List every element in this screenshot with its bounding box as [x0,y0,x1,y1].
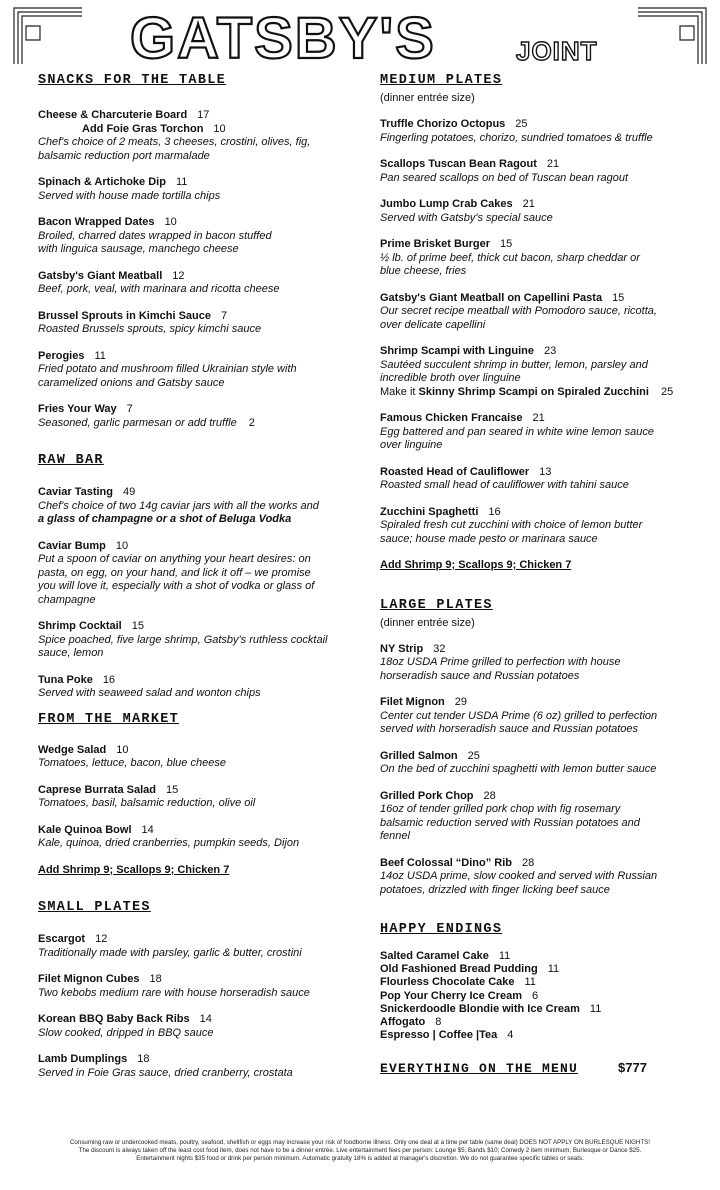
menu-item-name: Beef Colossal “Dino” Rib 28 [380,856,535,869]
menu-item-description: you will love it, especially with a shot of vodka or glass of [38,580,315,592]
menu-item [380,696,698,737]
menu-item-price: 15 [131,620,144,632]
menu-item [380,292,698,333]
menu-item-description: Tomatoes, lettuce, bacon, blue cheese [38,757,226,769]
menu-section-happy [380,921,698,1077]
menu-item-price: 21 [546,158,560,170]
menu-item-addon: Add Foie Gras Torchon 10 [82,122,226,135]
menu-item-description: On the bed of zucchini spaghetti with lemon butter sauce [380,763,657,775]
menu-item-description: Pan seared scallops on bed of Tuscan bean ragout [380,171,629,184]
menu-item-name: Bacon Wrapped Dates 10 [38,216,177,228]
menu-item-description: champagne [38,593,96,606]
menu-item [380,857,698,898]
dessert-item: Espresso | Coffee |Tea 4 [380,1029,514,1042]
section-title: FROM THE MARKET [38,711,180,727]
menu-item [38,674,358,701]
menu-item-price: 49 [123,486,136,498]
menu-footer-disclaimer [34,1139,686,1164]
dessert-price: 11 [547,963,560,976]
menu-item [380,790,698,844]
dessert-item: Snickerdoodle Blondie with Ice Cream 11 [380,1002,602,1015]
menu-item [38,350,358,391]
menu-item [38,784,358,811]
menu-item [380,412,698,453]
menu-item [380,750,698,777]
menu-item-name: NY Strip 32 [380,642,446,655]
menu-item-name: Gatsby's Giant Meatball on Capellini Pasta 15 [380,291,625,304]
menu-section-small [38,899,358,1080]
menu-item-description: Chef's choice of two 14g caviar jars with all the works and [38,499,319,512]
menu-item-description: Our secret recipe meatball with Pomodoro sauce, ricotta, [380,305,657,317]
menu-item-description: Fried potato and mushroom filled Ukrainian style with [38,363,297,375]
menu-item-price: 13 [539,465,552,478]
dessert-item: Flourless Chocolate Cake 11 [380,976,536,989]
menu-item [380,466,698,493]
menu-item-price: 21 [532,412,545,424]
menu-item-price: 7 [221,309,228,322]
menu-section-raw [38,452,358,701]
menu-item [38,744,358,771]
menu-item-description: fennel [380,830,410,842]
menu-item-price: 15 [612,291,625,304]
section-subtitle: (dinner entrée size) [380,92,475,104]
section-subtitle: (dinner entrée size) [380,616,475,629]
menu-item-description: sauce, lemon [38,647,104,659]
menu-item-description: blue cheese, fries [380,265,467,277]
art-deco-corner-right [636,6,708,66]
menu-item [38,824,358,851]
menu-item [38,270,358,297]
menu-item-name: Brussel Sprouts in Kimchi Sauce 7 [38,309,228,322]
menu-item-price: 23 [544,345,557,357]
everything-price: $777 [618,1060,647,1076]
menu-item-description: Served with Gatsby's special sauce [380,211,553,224]
menu-item-description: Put a spoon of caviar on anything your heart desires: on [38,553,311,565]
menu-item-description: Slow cooked, dripped in BBQ sauce [38,1026,214,1039]
menu-item-name: Fries Your Way 7 [38,403,133,415]
menu-item-description: Roasted Brussels sprouts, spicy kimchi sauce [38,323,262,335]
menu-item-name: Filet Mignon 29 [380,696,468,708]
menu-item-description: ½ lb. of prime beef, thick cut bacon, sharp cheddar or [380,251,640,264]
restaurant-logo [130,6,600,71]
section-title: SNACKS FOR THE TABLE [38,73,227,88]
menu-item-name: Roasted Head of Cauliflower 13 [380,465,552,478]
menu-item-description: potatoes, drizzled with finger licking beef sauce [380,883,610,896]
menu-item [38,540,358,608]
menu-item-description: Traditionally made with parsley, garlic & butter, crostini [38,946,302,959]
menu-item-price: 7 [126,403,133,415]
menu-item-name: Grilled Pork Chop 28 [380,789,496,802]
menu-item-name: Famous Chicken Francaise 21 [380,412,545,424]
dessert-price: 11 [589,1002,602,1015]
dessert-price: 8 [435,1016,442,1029]
menu-item-description: Fingerling potatoes, chorizo, sundried tomatoes & truffle [380,131,653,144]
menu-item-description: Served in Foie Gras sauce, dried cranberry, crostata [38,1066,293,1079]
logo-main-text: GATSBY'S [130,6,436,71]
menu-item [38,403,358,430]
menu-item-description: Chef's choice of 2 meats, 3 cheeses, crostini, olives, fig, [38,136,311,148]
everything-label: EVERYTHING ON THE MENU [380,1061,579,1077]
menu-item-name: Korean BBQ Baby Back Ribs 14 [38,1013,212,1025]
menu-item-description: Broiled, charred dates wrapped in bacon stuffed [38,229,272,242]
menu-item [380,198,698,225]
everything-on-menu [380,1060,698,1077]
menu-item-description: caramelized onions and Gatsby sauce [38,376,225,389]
menu-item-price: 25 [467,749,480,762]
menu-item-price: 21 [522,198,535,210]
menu-item-name: Tuna Poke 16 [38,673,116,686]
menu-item [38,216,358,257]
menu-item-name: Spinach & Artichoke Dip 11 [38,176,188,188]
menu-item-price: 18 [149,973,162,985]
menu-item-addon-price: 10 [213,122,226,135]
menu-item-description: 18oz USDA Prime grilled to perfection with house [380,656,621,668]
dessert-item: Affogato 8 [380,1016,442,1029]
menu-item-price: 16 [102,673,116,686]
menu-item-description: with linguica sausage, manchego cheese [38,243,239,255]
menu-section-large [380,597,698,898]
menu-item [38,620,358,661]
menu-item-description: incredible broth over linguine [380,372,521,384]
menu-item [38,176,358,203]
menu-item-description: over delicate capellini [380,318,486,331]
menu-item-name: Gatsby's Giant Meatball 12 [38,269,185,282]
menu-item-highlight: a glass of champagne or a shot of Beluga Vodka [38,513,292,525]
section-title: LARGE PLATES [380,597,493,613]
menu-item-price: 29 [454,696,468,708]
menu-item-price: 14 [141,823,154,836]
menu-item-name: Lamb Dumplings 18 [38,1053,150,1065]
menu-item-price: 10 [115,539,129,552]
menu-section-medium [380,72,698,573]
protein-addon-note: Add Shrimp 9; Scallops 9; Chicken 7 [380,559,572,571]
menu-item-description: Egg battered and pan seared in white wine lemon sauce [380,425,654,438]
section-title: HAPPY ENDINGS [380,922,503,937]
menu-section-snacks [38,72,358,430]
menu-item-name: Cheese & Charcuterie Board 17 [38,109,210,121]
menu-item-name: Shrimp Scampi with Linguine 23 [380,345,557,357]
dessert-price: 11 [498,950,511,962]
menu-item-price: 12 [95,933,108,945]
menu-item-description: Two kebobs medium rare with house horseradish sauce [38,986,310,999]
menu-item [380,506,698,547]
menu-item [380,345,698,399]
menu-item-price: 14 [199,1013,212,1025]
menu-item-price: 11 [175,176,188,188]
menu-item [38,310,358,337]
menu-left-column [38,72,358,1080]
dessert-price: 6 [532,989,539,1002]
menu-item-description: Seasoned, garlic parmesan or add truffle 2 [38,416,255,429]
menu-item-name: Kale Quinoa Bowl 14 [38,823,154,836]
menu-item [38,1013,358,1040]
logo-sub-text: JOINT [516,36,598,66]
menu-item-price: 28 [483,789,496,802]
art-deco-corner-left [12,6,84,66]
menu-item-variant-name: Skinny Shrimp Scampi on Spiraled Zucchini [418,385,649,398]
menu-item-description: Sautéed succulent shrimp in butter, lemon, parsley and [380,358,648,371]
footer-line: The discount is always taken off the least cost food item, does not have to be a dinner entrée. Live entertainment fees per person: Lounge $5; Bands $10; Comedy 2 item minimum; Burlesque or Dance $25. [78,1147,642,1155]
menu-item-name: Truffle Chorizo Octopus 25 [380,118,528,130]
menu-item-price: 16 [488,505,501,518]
menu-item-description: balsamic reduction served with Russian potatoes and [380,816,640,829]
menu-item-description: Center cut tender USDA Prime (6 oz) grilled to perfection [380,709,658,722]
menu-item-name: Shrimp Cocktail 15 [38,620,144,632]
dessert-price: 4 [507,1029,514,1042]
menu-item [38,973,358,1000]
menu-item-price: 25 [515,118,528,130]
menu-item-name: Scallops Tuscan Bean Ragout 21 [380,158,560,170]
menu-item [38,933,358,960]
menu-item-description: over linguine [380,439,443,451]
menu-item-description: 16oz of tender grilled pork chop with fig rosemary [380,803,621,815]
menu-item-description: horseradish sauce and Russian potatoes [380,669,580,682]
menu-right-column [380,72,698,1077]
section-title: MEDIUM PLATES [380,73,503,88]
menu-item [380,158,698,185]
menu-item-price: 10 [164,216,177,228]
menu-item-name: Caviar Tasting 49 [38,486,136,498]
menu-item [380,643,698,684]
menu-item-variant: Make it Skinny Shrimp Scampi on Spiraled Zucchini 25 [380,385,674,398]
menu-item-price: 12 [172,269,185,282]
menu-item-description: Kale, quinoa, dried cranberries, pumpkin seeds, Dijon [38,837,300,849]
menu-item-description: Served with seaweed salad and wonton chips [38,687,261,699]
menu-item [380,118,698,145]
menu-item-price: 15 [500,238,513,250]
protein-addon-note: Add Shrimp 9; Scallops 9; Chicken 7 [38,863,230,876]
menu-item-name: Perogies 11 [38,349,106,362]
dessert-item: Old Fashioned Bread Pudding 11 [380,963,560,976]
menu-item-price: 18 [137,1053,150,1065]
menu-item-price: 28 [522,856,535,869]
dessert-price: 11 [524,976,536,989]
menu-item-price: 15 [166,783,179,796]
menu-item [380,238,698,279]
menu-item-name: Caprese Burrata Salad 15 [38,783,179,796]
menu-item-price: 11 [94,349,106,362]
footer-line: Entertainment nights $35 food or drink per person minimum. Automatic gratuity 18% is added at manager's discretion. We do not guarantee specific tables or seats. [136,1155,584,1163]
menu-item-description: Tomatoes, basil, balsamic reduction, olive oil [38,797,256,809]
menu-item-description: Spiraled fresh cut zucchini with choice of lemon butter [380,519,643,531]
menu-item-name: Wedge Salad 10 [38,743,129,756]
section-title: SMALL PLATES [38,900,151,915]
menu-item-description: Roasted small head of cauliflower with tahini sauce [380,479,629,491]
menu-item-name: Filet Mignon Cubes 18 [38,973,162,985]
menu-item-name: Jumbo Lump Crab Cakes 21 [380,198,535,210]
menu-item-description: 14oz USDA prime, slow cooked and served with Russian [380,870,658,882]
menu-item-price: 32 [433,642,446,655]
menu-item-name: Grilled Salmon 25 [380,749,480,762]
menu-item [38,486,358,527]
menu-item [38,1053,358,1080]
section-title: RAW BAR [38,453,104,468]
dessert-item: Salted Caramel Cake 11 [380,950,511,962]
menu-item-description: balsamic reduction port marmalade [38,149,210,162]
menu-item-name: Zucchini Spaghetti 16 [380,505,501,518]
dessert-item: Pop Your Cherry Ice Cream 6 [380,989,539,1002]
menu-item-description: Served with house made tortilla chips [38,189,221,202]
footer-line: Consuming raw or undercooked meats, poultry, seafood, shellfish or eggs may increase your risk of foodborne illness. Only one deal at a time per table (same deal) DOES NOT APPLY ON BURLESQUE NIGHTS! [69,1139,651,1146]
menu-item-name: Caviar Bump 10 [38,539,129,552]
menu-item-extra-price: 2 [248,416,255,429]
menu-item-name: Prime Brisket Burger 15 [380,238,513,250]
menu-item-description: served with horseradish sauce and Russian potatoes [380,723,639,735]
menu-item-variant-price: 25 [660,385,674,398]
menu-item-description: Spice poached, five large shrimp, Gatsby's ruthless cocktail [38,633,328,646]
menu-item [38,109,358,163]
menu-item-description: sauce; house made pesto or marinara sauce [380,532,598,545]
menu-item-price: 10 [116,743,129,756]
menu-item-description: pasta, on egg, on your hand, and lick it off – we promise [38,566,311,579]
menu-item-name: Escargot 12 [38,933,108,945]
menu-item-price: 17 [197,109,210,121]
menu-section-market [38,711,358,878]
menu-item-description: Beef, pork, veal, with marinara and ricotta cheese [38,283,280,295]
